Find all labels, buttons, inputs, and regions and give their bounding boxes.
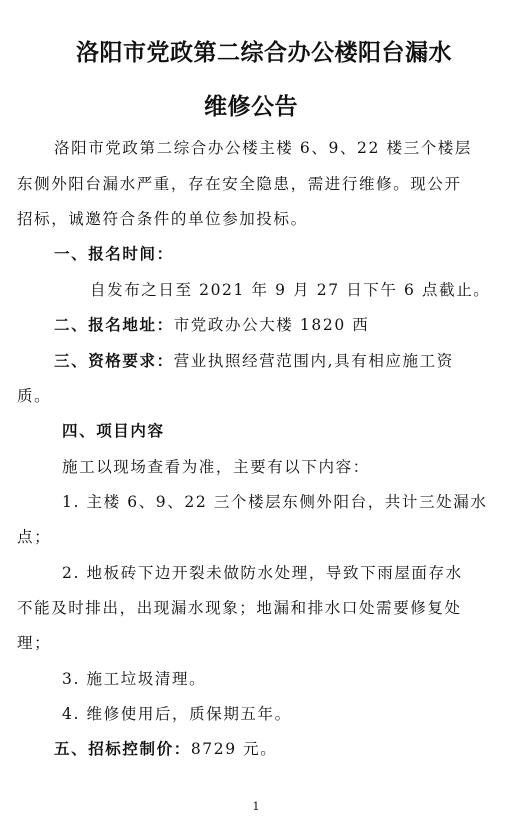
document-title-line2: 维修公告 <box>204 93 298 120</box>
section-3-heading: 三、资格要求： <box>54 351 174 370</box>
section-2-body: 市党政办公大楼 1820 西 <box>173 316 370 334</box>
item-3: 3. 施工垃圾清理。 <box>62 670 207 688</box>
section-4-lead: 施工以现场查看为准，主要有以下内容： <box>62 458 370 476</box>
item-1-line-1: 1. 主楼 6、9、22 三个楼层东侧外阳台，共计三处漏水 <box>62 493 488 511</box>
section-3-body: 营业执照经营范围内,具有相应施工资 <box>173 352 454 370</box>
item-2-line-3: 理； <box>17 634 52 652</box>
section-2 <box>54 313 369 335</box>
section-2-heading: 二、报名地址： <box>54 315 174 334</box>
section-3 <box>54 349 454 371</box>
section-1-heading: 一、报名时间： <box>54 244 174 263</box>
section-5-body: 8729 元。 <box>190 740 278 758</box>
section-4-heading: 四、项目内容 <box>62 421 165 440</box>
item-2-line-1: 2. 地板砖下边开裂未做防水处理，导致下雨屋面存水 <box>62 564 463 582</box>
section-1-body: 自发布之日至 2021 年 9 月 27 日下午 6 点截止。 <box>90 281 491 299</box>
document-title: 洛阳市党政第二综合办公楼阳台漏水 <box>76 39 452 66</box>
intro-line-2: 东侧外阳台漏水严重，存在安全隐患，需进行维修。现公开 <box>17 175 462 193</box>
item-4: 4. 维修使用后，质保期五年。 <box>62 705 292 723</box>
intro-line-1: 洛阳市党政第二综合办公楼主楼 6、9、22 楼三个楼层 <box>54 139 473 157</box>
section-5 <box>54 737 277 759</box>
item-1-line-2: 点； <box>17 528 52 546</box>
page-number: 1 <box>252 800 260 813</box>
intro-line-3: 招标，诚邀符合条件的单位参加投标。 <box>17 210 308 228</box>
section-3-body-cont: 质。 <box>17 387 52 405</box>
section-5-heading: 五、招标控制价： <box>54 739 191 758</box>
item-2-line-2: 不能及时排出，出现漏水现象；地漏和排水口处需要修复处 <box>17 599 462 617</box>
